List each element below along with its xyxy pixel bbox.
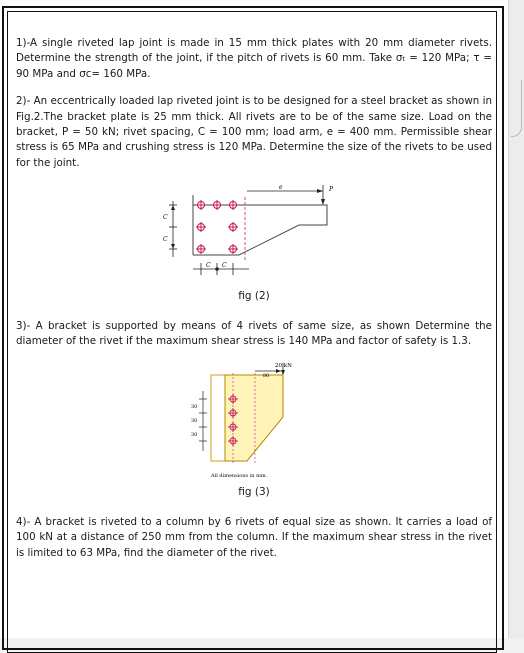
side-panel-edge — [508, 0, 524, 638]
spacing-30-label-2: 30 — [191, 418, 198, 425]
figure-2 — [159, 183, 349, 287]
figure-3 — [189, 361, 319, 483]
figure-3-caption: fig (3) — [238, 486, 270, 499]
load-20kn-label: 20 kN — [275, 363, 292, 370]
spacing-c-label-2: C — [163, 236, 168, 244]
arm-80-label: 80 — [263, 373, 270, 380]
load-arm-e-label: e — [279, 184, 283, 192]
panel-corner-mark — [511, 80, 522, 137]
question-2: 2)- An eccentrically loaded lap riveted joint is to be designed for a steel bracket as shown in Fig.2.The bracket plate is 25 mm thick. All rivets are to be of the same size. Load on the bracket, P = 50 kN; rivet spacing, C = 100 mm; load arm, e = 400 mm. Permissible shear stress is 65 MPa and crushing stress is 120 MPa. Determine the size of the rivets to be used for the joint. — [16, 95, 492, 169]
document-content — [16, 36, 492, 573]
question-1: 1)-A single riveted lap joint is made in 15 mm thick plates with 20 mm diameter rivets. Determine the strength of the joint, if the pitch of rivets is 60 mm. Take σₜ = 120 MPa; τ = 90 MPa and σc= 160 MPa. — [16, 37, 492, 80]
spacing-30-label-3: 30 — [191, 432, 198, 439]
spacing-c-label-3: C — [206, 262, 211, 270]
question-4: 4)- A bracket is riveted to a column by 6 rivets of equal size as shown. It carries a load of 100 kN at a distance of 250 mm from the column. If the maximum shear stress in the rivet is limited to 63 MPa, find the diameter of the rivet. — [16, 515, 492, 559]
figure-2-drawing — [159, 183, 349, 287]
figure-3-drawing — [189, 361, 319, 483]
figure-2-caption: fig (2) — [238, 290, 270, 303]
spacing-c-label-1: C — [163, 214, 168, 222]
spacing-c-label-4: C — [222, 262, 227, 270]
question-3: 3)- A bracket is supported by means of 4 rivets of same size, as shown Determine the diameter of the rivet if the maximum shear stress is 140 MPa and factor of safety is 1.3. — [16, 319, 492, 348]
load-p-label: P — [329, 186, 334, 194]
dimensions-note: All dimensions in mm. — [211, 473, 268, 480]
spacing-30-label-1: 30 — [191, 404, 198, 411]
